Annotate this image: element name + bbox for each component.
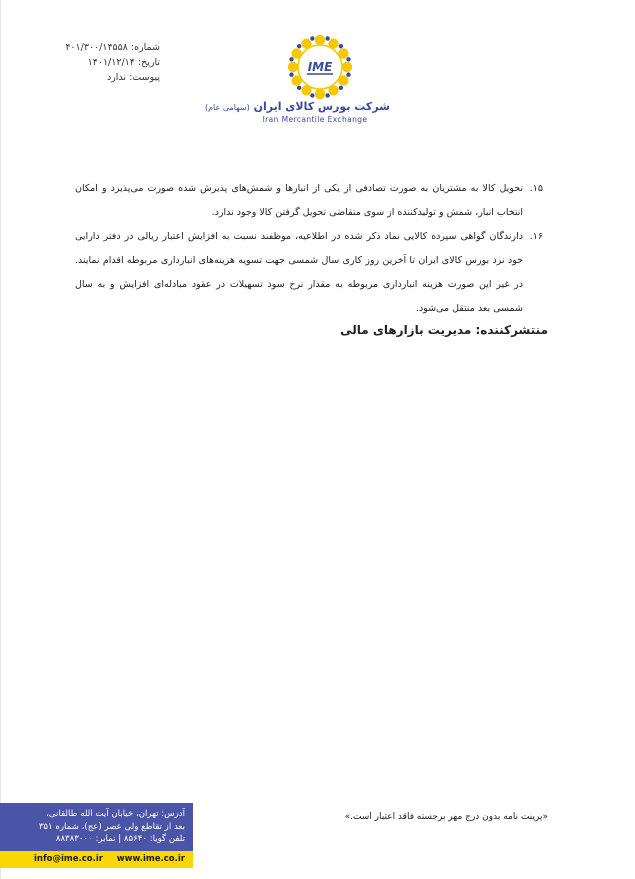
logo-accent-dot [339,86,343,90]
email-link[interactable]: info@ime.co.ir [34,854,103,864]
logo-name-fa: شرکت بورس کالای ایران [253,100,390,113]
address-line: تلفن گویا: ۸۵۶۴۰ | نمابر: ۸۸۳۸۳۰۰۰ [55,834,185,844]
logo-ring-dot [315,89,325,99]
logo-accent-dot [310,36,314,40]
logo-name-fa-suffix: (سهامی عام) [204,103,250,112]
footer-blue-band [0,803,193,851]
logo-accent-dot [289,72,293,76]
item-number: ۱۵. [529,183,543,194]
logo-accent-dot [297,44,301,48]
logo-ring-dot [342,62,352,72]
logo-accent-dot [297,86,301,90]
item-number: ۱۶. [529,231,543,242]
letter-number: شماره: ۴۰۱/۳۰۰/۱۴۵۵۸ [65,42,160,53]
logo-accent-dot [339,44,343,48]
logo-accent-dot [289,57,293,61]
logo-accent-dot [325,93,329,97]
footer-contact-block [0,803,193,879]
address-line: بعد از تقاطع ولی عصر (عج)، شماره ۳۵۱ [38,821,185,832]
publisher-line: منتشرکننده: مدیریت بازارهای مالی [340,323,548,337]
item-text: تحویل کالا به مشتریان به صورت تصادفی از یکی از انبارها و شمش‌های پذیرش شده صورت می‌پذیرد و امکان انتخاب انبار، شمش و تولیدکننده از سوی متقاضی تحویل گرفتن کالا وجود ندارد. [75,183,523,218]
logo-ring-dot [288,62,298,72]
website-link[interactable]: www.ime.co.ir [116,854,185,864]
validity-note: «پرینت نامه بدون درج مهر برجسته فاقد اعتبار است.» [344,812,548,822]
letter-attachment: پیوست: ندارد [106,72,160,83]
list-item [75,225,543,321]
logo-accent-dot [325,36,329,40]
footer-address [0,808,185,846]
logo-accent-dot [310,93,314,97]
address-line: آدرس: تهران، خیابان آیت الله طالقانی، [46,809,185,819]
letter-date: تاریخ: ۱۴۰۱/۱۲/۱۴ [87,57,160,68]
ime-logo-icon [287,34,353,100]
logo-accent-dot [346,72,350,76]
logo-ring-dot [315,35,325,45]
list-item [75,177,543,225]
letter-reference [60,40,160,85]
logo-company-name-en: Iran Mercantile Exchange [262,115,368,124]
logo-accent-dot [346,57,350,61]
letter-body [75,177,543,321]
item-text: دارندگان گواهی سپرده کالایی نماد ذکر شده در اطلاعیه، موظفند نسبت به افزایش اعتبار ریالی در دفتر دارایی خود نزد بورس کالای ایران تا آخرین روز کاری سال شمسی جهت تسویه هزینه‌های انبارداری مربوطه اقدام نمایند. در غیر این صورت هزینه انبارداری مربوطه به مقدار نرخ سود تسهیلات در عقود مبادله‌ای افزایش و به سال شمسی بعد منتقل می‌شود. [75,231,523,314]
logo-mark-text: IME [307,60,333,74]
logo-company-name-fa [204,100,390,113]
